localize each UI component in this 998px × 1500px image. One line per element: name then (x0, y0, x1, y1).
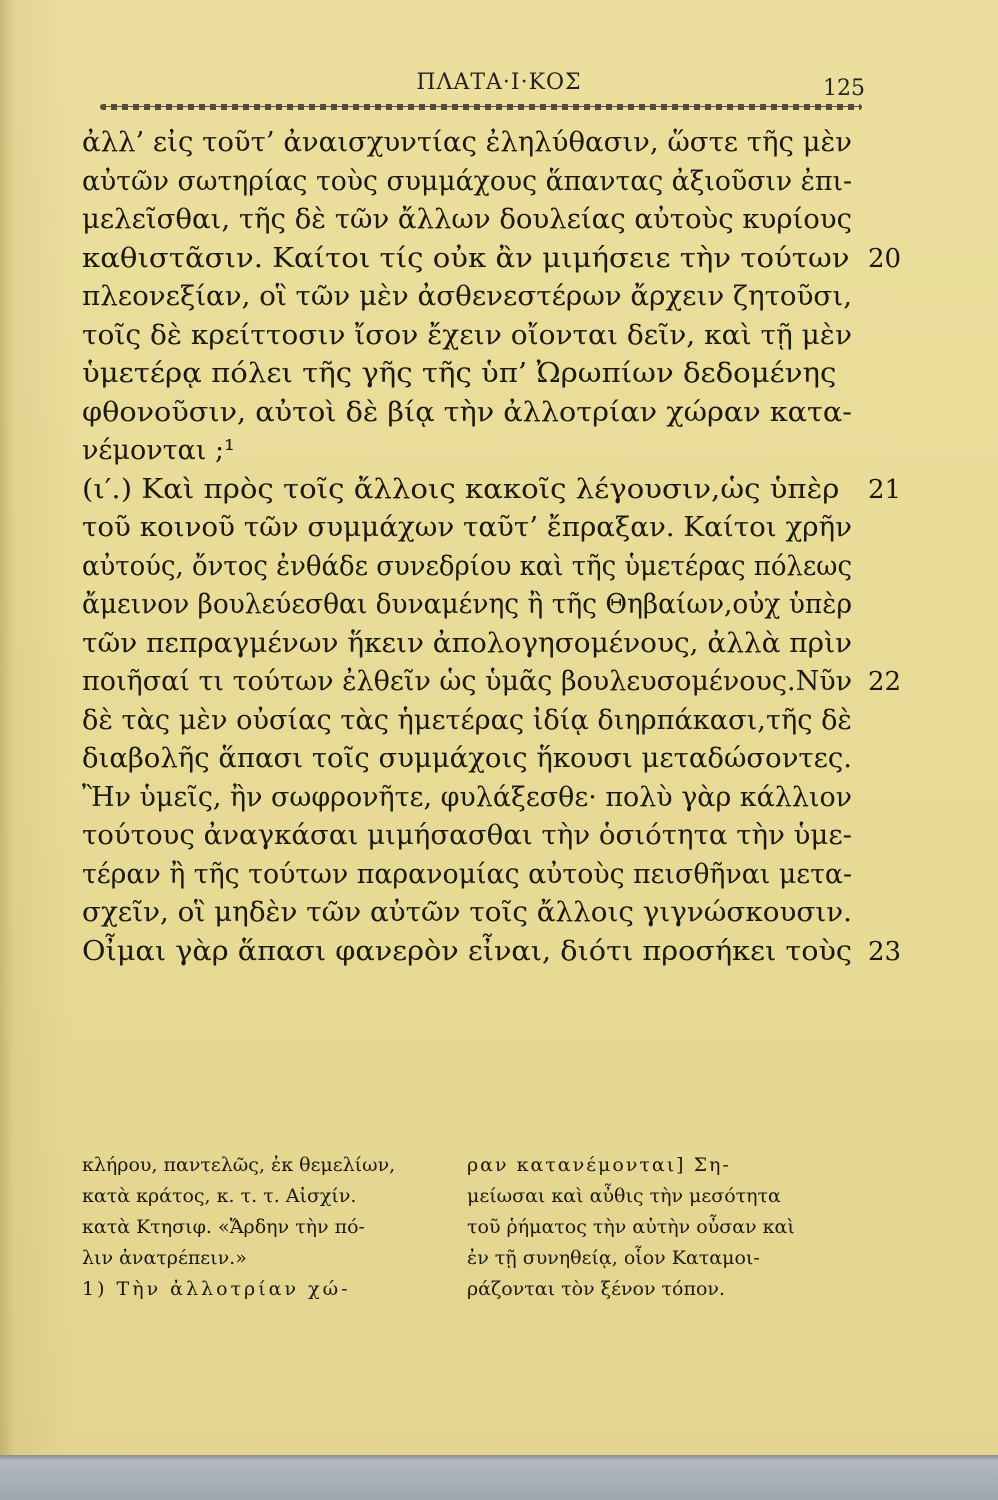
text-line (82, 740, 872, 779)
text-line-content: τοῦ κοινοῦ τῶν συμμάχων ταῦτ’ ἔπραξαν. Καίτοι χρῆν (82, 512, 853, 543)
text-line-content: μελεῖσθαι, τῆς δὲ τῶν ἄλλων δουλείας αὐτοὺς κυρίους (82, 204, 852, 235)
text-line-content: τούτους ἀναγκάσαι μιμήσασθαι τὴν ὁσιότητα τὴν ὑμε- (82, 820, 852, 851)
text-line-content: ποιῆσαί τι τούτων ἐλθεῖν ὡς ὑμᾶς βουλευσομένους.Νῦν (82, 666, 852, 697)
text-line-content: τῶν πεπραγμένων ἥκειν ἀπολογησομένους, ἀλλὰ πρὶν (82, 627, 852, 659)
text-line (82, 317, 872, 356)
text-line-content: διαβολῆς ἅπασι τοῖς συμμάχοις ἥκουσι μεταδώσοντες. (82, 743, 852, 774)
text-line (82, 278, 872, 317)
footnote-line: 1) Τὴν ἀλλοτρίαν χώ- (82, 1278, 351, 1300)
footnote-column-left (82, 1150, 442, 1305)
running-title: ΠΛΑΤΑ·Ι·ΚΟΣ (416, 70, 582, 95)
page-gutter-shadow (0, 0, 14, 1500)
text-line (82, 240, 902, 279)
page-number: 125 (823, 76, 865, 101)
text-line (82, 933, 902, 972)
text-line (82, 163, 872, 202)
text-line-content: ἀλλ’ εἰς τοῦτ’ ἀναισχυντίας ἐληλύθασιν, ὥστε τῆς μὲν (82, 127, 852, 158)
text-line (82, 663, 902, 702)
text-line (82, 625, 872, 664)
section-number: 21 (868, 474, 902, 505)
text-line-content: δὲ τὰς μὲν οὐσίας τὰς ἡμετέρας ἰδίᾳ διηρπάκασι,τῆς δὲ (82, 704, 853, 736)
footnote-line: κλήρου, παντελῶς, ἐκ θεμελίων, (82, 1154, 396, 1176)
text-line (82, 432, 872, 471)
text-line-content: φθονοῦσιν, αὐτοὶ δὲ βίᾳ τὴν ἀλλοτρίαν χώραν κατα- (82, 396, 852, 428)
text-line (82, 509, 872, 548)
text-line (82, 355, 872, 394)
scan-bottom-edge (0, 1455, 998, 1500)
text-line (82, 124, 872, 163)
footnote-line: μείωσαι καὶ αὖθις τὴν μεσότητα (467, 1185, 781, 1207)
footnote-line: τοῦ ῥήματος τὴν αὐτὴν οὖσαν καὶ (467, 1216, 795, 1238)
text-line (82, 702, 872, 741)
text-line (82, 394, 872, 433)
main-text-block (82, 124, 902, 971)
footnote-column-right (467, 1150, 867, 1305)
footnote-line: κατὰ κράτος, κ. τ. τ. Αἰσχίν. (82, 1185, 357, 1207)
text-line-content: πλεονεξίαν, οἳ τῶν μὲν ἀσθενεστέρων ἄρχειν ζητοῦσι, (82, 281, 852, 312)
text-line (82, 201, 872, 240)
text-line-content: Ἢν ὑμεῖς, ἢν σωφρονῆτε, φυλάξεσθε· πολὺ γὰρ κάλλιον (82, 781, 852, 813)
section-number: 20 (868, 243, 902, 274)
header-wavy-rule (100, 104, 862, 110)
text-line (82, 779, 872, 818)
footnote-line: ραν κατανέμονται] Ση- (467, 1154, 731, 1176)
footnote-line: ἐν τῇ συνηθείᾳ, οἷον Καταμοι- (467, 1247, 760, 1269)
footnote-line: λιν ἀνατρέπειν.» (82, 1247, 247, 1269)
text-line-content: τέραν ἢ τῆς τούτων παρανομίας αὐτοὺς πεισθῆναι μετα- (82, 858, 852, 890)
text-line-content: (ι′.) Καὶ πρὸς τοῖς ἄλλοις κακοῖς λέγουσιν,ὡς ὑπὲρ (82, 473, 840, 505)
text-line-content: καθιστᾶσιν. Καίτοι τίς οὐκ ἂν μιμήσειε τὴν τούτων (82, 242, 850, 274)
text-line-content: τοῖς δὲ κρείττοσιν ἴσον ἔχειν οἴονται δεῖν, καὶ τῇ μὲν (82, 319, 852, 351)
footnote-line: ράζονται τὸν ξένον τόπον. (467, 1278, 726, 1300)
text-line (82, 856, 872, 895)
footnote-line: κατὰ Κτησιφ. «Ἄρδην τὴν πό- (82, 1216, 365, 1238)
text-line-content: Οἶμαι γὰρ ἅπασι φανερὸν εἶναι, διότι προσήκει τοὺς (82, 935, 852, 967)
text-line (82, 817, 872, 856)
text-line (82, 894, 872, 933)
section-number: 23 (868, 936, 902, 967)
text-line-content: αὐτῶν σωτηρίας τοὺς συμμάχους ἅπαντας ἀξιοῦσιν ἐπι- (82, 165, 852, 197)
text-line-content: αὐτούς, ὄντος ἐνθάδε συνεδρίου καὶ τῆς ὑμετέρας πόλεως (82, 550, 852, 582)
text-line-content: ὑμετέρᾳ πόλει τῆς γῆς τῆς ὑπ’ Ὠρωπίων δεδομένης (82, 358, 837, 389)
text-line-content: νέμονται ;¹ (82, 435, 235, 466)
text-line-content: ἄμεινον βουλεύεσθαι δυναμένης ἢ τῆς Θηβαίων,οὐχ ὑπὲρ (82, 589, 852, 620)
text-line-content: σχεῖν, οἳ μηδὲν τῶν αὐτῶν τοῖς ἄλλοις γιγνώσκουσιν. (82, 897, 852, 928)
section-number: 22 (868, 667, 902, 697)
text-line (82, 471, 902, 510)
text-line (82, 548, 872, 587)
text-line (82, 586, 872, 625)
footnotes (82, 1150, 852, 1340)
